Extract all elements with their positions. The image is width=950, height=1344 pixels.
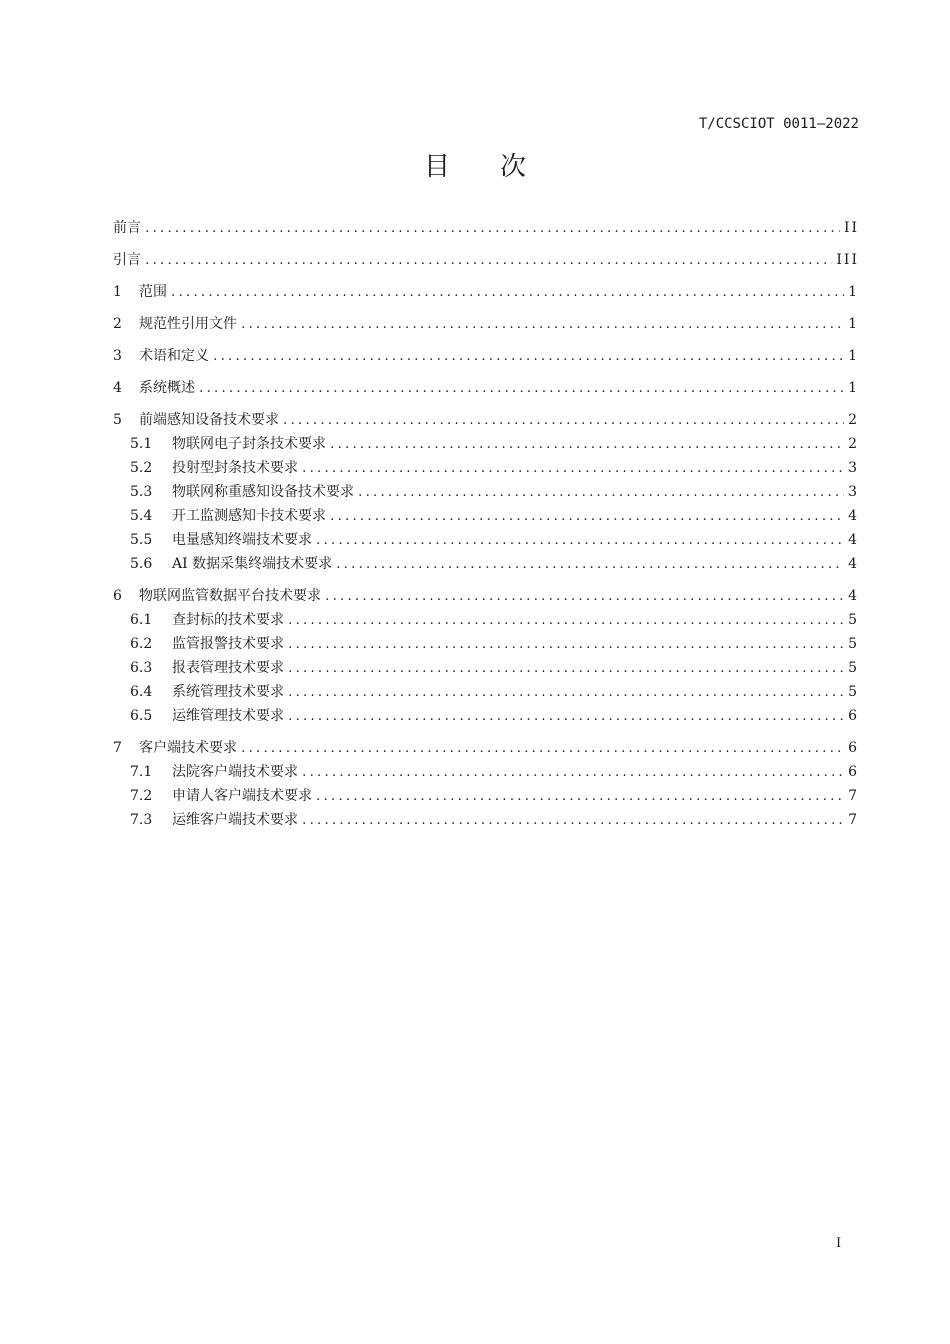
- toc-entry-label: 前端感知设备技术要求: [139, 412, 279, 428]
- toc-entry-page: 6: [848, 708, 859, 724]
- toc-entry[interactable]: [113, 608, 859, 632]
- toc-leader-dots: [241, 312, 844, 336]
- toc-entry-label: 物联网监管数据平台技术要求: [139, 588, 321, 604]
- toc-entry-number: 5.4: [130, 508, 153, 524]
- toc-leader-dots: [330, 504, 844, 528]
- toc-leader-dots: [145, 248, 832, 272]
- toc-entry-label: 投射型封条技术要求: [172, 460, 298, 476]
- toc-title: 目次: [423, 152, 576, 182]
- toc-entry[interactable]: [113, 312, 859, 336]
- toc-entry-page: 6: [848, 764, 859, 780]
- toc-entry-number: 4: [113, 380, 122, 396]
- toc-entry-page: 5: [848, 636, 859, 652]
- toc-entry-page: 2: [848, 412, 859, 428]
- toc-leader-dots: [241, 736, 844, 760]
- toc-entry-page: 5: [848, 684, 859, 700]
- toc-entry[interactable]: [113, 528, 859, 552]
- toc-entry-page: 1: [848, 380, 859, 396]
- toc-leader-dots: [325, 584, 844, 608]
- toc-entry[interactable]: [113, 216, 859, 240]
- toc-entry-number: 5.1: [130, 436, 153, 452]
- toc-entry[interactable]: [113, 408, 859, 432]
- toc-leader-dots: [288, 680, 844, 704]
- toc-entry[interactable]: [113, 808, 859, 832]
- toc-entry-label: 引言: [113, 252, 141, 268]
- toc-entry-label: 运维客户端技术要求: [172, 812, 298, 828]
- toc-entry-number: 2: [113, 316, 122, 332]
- toc-leader-dots: [302, 760, 844, 784]
- toc-entry-label: 法院客户端技术要求: [172, 764, 298, 780]
- toc-entry[interactable]: [113, 704, 859, 728]
- toc-entry-number: 6.1: [130, 612, 153, 628]
- toc-entry-number: 6.2: [130, 636, 153, 652]
- toc-entry-page: 1: [848, 316, 859, 332]
- toc-entry[interactable]: [113, 432, 859, 456]
- toc-leader-dots: [302, 808, 844, 832]
- toc-entry-label: 运维管理技术要求: [172, 708, 284, 724]
- toc-entry-number: 6.4: [130, 684, 153, 700]
- toc-leader-dots: [316, 528, 844, 552]
- toc-leader-dots: [199, 376, 844, 400]
- toc-entry-number: 7: [113, 740, 122, 756]
- toc-entry-page: 4: [848, 556, 859, 572]
- toc-entry[interactable]: [113, 584, 859, 608]
- toc-entry[interactable]: [113, 680, 859, 704]
- toc-entry-label: 申请人客户端技术要求: [172, 788, 312, 804]
- toc-entry-page: 7: [848, 788, 859, 804]
- toc-entry-page: 6: [848, 740, 859, 756]
- toc-entry-number: 5.2: [130, 460, 153, 476]
- toc-entry-page: 5: [848, 660, 859, 676]
- toc-entry-number: 5.6: [130, 556, 153, 572]
- toc-entry[interactable]: [113, 376, 859, 400]
- toc-entry-page: III: [836, 252, 859, 268]
- toc-entry-page: 7: [848, 812, 859, 828]
- toc-entry[interactable]: [113, 504, 859, 528]
- toc-leader-dots: [145, 216, 840, 240]
- toc-entry-label: 系统概述: [139, 380, 195, 396]
- toc-entry[interactable]: [113, 632, 859, 656]
- toc-entry-page: 3: [848, 460, 859, 476]
- table-of-contents: [113, 216, 859, 832]
- toc-entry-page: 3: [848, 484, 859, 500]
- toc-entry-label: 客户端技术要求: [139, 740, 237, 756]
- toc-entry-number: 5.5: [130, 532, 153, 548]
- toc-leader-dots: [288, 608, 844, 632]
- toc-entry[interactable]: [113, 480, 859, 504]
- toc-entry[interactable]: [113, 344, 859, 368]
- toc-entry-page: 2: [848, 436, 859, 452]
- toc-entry-label: AI 数据采集终端技术要求: [172, 556, 333, 572]
- toc-entry[interactable]: [113, 456, 859, 480]
- toc-entry-label: 监管报警技术要求: [172, 636, 284, 652]
- toc-entry-page: 4: [848, 532, 859, 548]
- toc-entry-label: 查封标的技术要求: [172, 612, 284, 628]
- toc-entry-number: 6: [113, 588, 122, 604]
- toc-entry[interactable]: [113, 248, 859, 272]
- toc-entry-page: 1: [848, 284, 859, 300]
- toc-entry-label: 电量感知终端技术要求: [172, 532, 312, 548]
- toc-leader-dots: [316, 784, 844, 808]
- toc-leader-dots: [283, 408, 844, 432]
- toc-entry-label: 范围: [139, 284, 167, 300]
- toc-entry-number: 7.2: [130, 788, 153, 804]
- toc-leader-dots: [171, 280, 844, 304]
- toc-entry-number: 7.1: [130, 764, 153, 780]
- toc-entry[interactable]: [113, 280, 859, 304]
- toc-entry-label: 术语和定义: [139, 348, 209, 364]
- toc-entry-label: 前言: [113, 220, 141, 236]
- toc-entry-page: 4: [848, 508, 859, 524]
- toc-entry-number: 6.5: [130, 708, 153, 724]
- toc-entry-label: 规范性引用文件: [139, 316, 237, 332]
- toc-entry-number: 5: [113, 412, 122, 428]
- toc-entry[interactable]: [113, 736, 859, 760]
- toc-leader-dots: [213, 344, 844, 368]
- toc-leader-dots: [288, 656, 844, 680]
- toc-entry-page: 4: [848, 588, 859, 604]
- toc-entry-label: 系统管理技术要求: [172, 684, 284, 700]
- toc-leader-dots: [288, 704, 844, 728]
- toc-entry[interactable]: [113, 656, 859, 680]
- toc-entry-page: II: [843, 220, 859, 236]
- toc-entry[interactable]: [113, 552, 859, 576]
- toc-leader-dots: [358, 480, 844, 504]
- toc-entry-number: 5.3: [130, 484, 153, 500]
- toc-entry-label: 物联网电子封条技术要求: [172, 436, 326, 452]
- toc-entry-label: 开工监测感知卡技术要求: [172, 508, 326, 524]
- toc-entry-number: 7.3: [130, 812, 153, 828]
- toc-leader-dots: [288, 632, 844, 656]
- toc-entry[interactable]: [113, 784, 859, 808]
- page-number: I: [836, 1236, 842, 1251]
- toc-leader-dots: [336, 552, 844, 576]
- toc-leader-dots: [302, 456, 844, 480]
- toc-entry-number: 3: [113, 348, 122, 364]
- toc-entry-number: 1: [113, 284, 122, 300]
- toc-entry-label: 物联网称重感知设备技术要求: [172, 484, 354, 500]
- document-code: T/CCSCIOT 0011—2022: [698, 116, 859, 132]
- toc-entry[interactable]: [113, 760, 859, 784]
- toc-leader-dots: [330, 432, 844, 456]
- toc-entry-page: 5: [848, 612, 859, 628]
- toc-entry-page: 1: [848, 348, 859, 364]
- toc-entry-number: 6.3: [130, 660, 153, 676]
- toc-entry-label: 报表管理技术要求: [172, 660, 284, 676]
